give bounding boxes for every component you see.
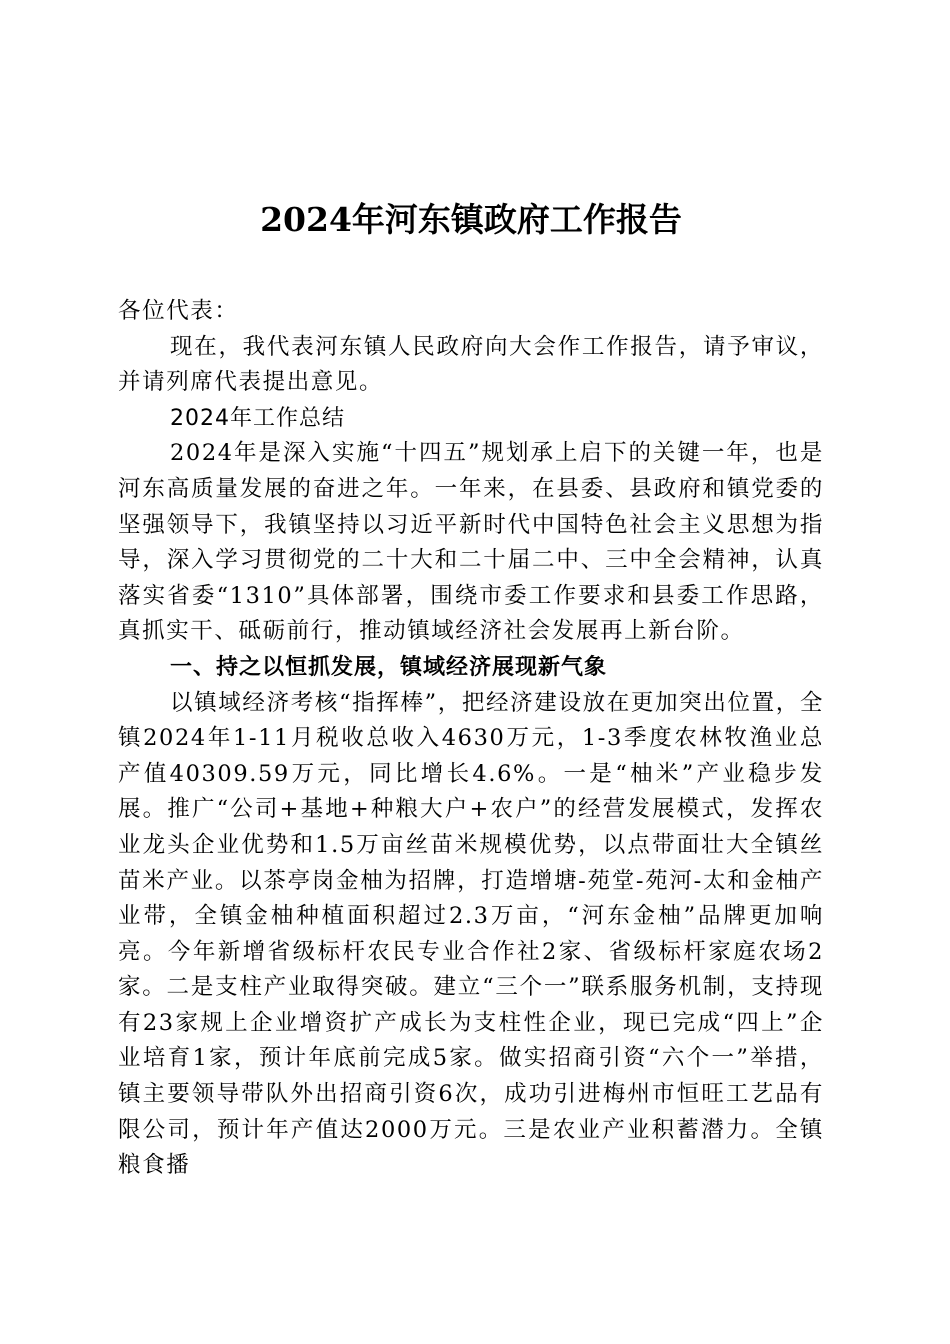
document-title: 2024年河东镇政府工作报告 <box>260 200 682 239</box>
economy-paragraph: 以镇域经济考核“指挥棒”，把经济建设放在更加突出位置，全镇2024年1-11月税收总收入4630万元，1-3季度农林牧渔业总产值40309.59万元，同比增长4.6%。一是“柚米”产业稳步发展。推广“公司+基地+种粮大户+农户”的经营发展模式，发挥农业龙头企业优势和1.5万亩丝苗米规模优势，以点带面壮大全镇丝苗米产业。以茶亭岗金柚为招牌，打造增塘-苑堂-苑河-太和金柚产业带，全镇金柚种植面积超过2.3万亩，“河东金柚”品牌更加响亮。今年新增省级标杆农民专业合作社2家、省级标杆家庭农场2家。二是支柱产业取得突破。建立“三个一”联系服务机制，支持现有23家规上企业增资扩产成长为支柱性企业，现已完成“四上”企业培育1家，预计年底前完成5家。做实招商引资“六个一”举措，镇主要领导带队外出招商引资6次，成功引进梅州市恒旺工艺品有限公司，预计年产值达2000万元。三是农业产业积蓄潜力。全镇粮食播 <box>118 689 824 1179</box>
summary-paragraph: 2024年是深入实施“十四五”规划承上启下的关键一年，也是河东高质量发展的奋进之年。一年来，在县委、县政府和镇党委的坚强领导下，我镇坚持以习近平新时代中国特色社会主义思想为指导，深入学习贯彻党的二十大和二十届二中、三中全会精神，认真落实省委“1310”具体部署，围绕市委工作要求和县委工作思路，真抓实干、砥砺前行，推动镇域经济社会发展再上新台阶。 <box>118 440 824 645</box>
document-body <box>118 294 824 1184</box>
heading-economy: 一、持之以恒抓发展，镇域经济展现新气象 <box>170 654 608 680</box>
salutation: 各位代表： <box>118 298 239 324</box>
section-title: 2024年工作总结 <box>170 405 345 431</box>
intro-paragraph: 现在，我代表河东镇人民政府向大会作工作报告，请予审议，并请列席代表提出意见。 <box>118 333 824 396</box>
